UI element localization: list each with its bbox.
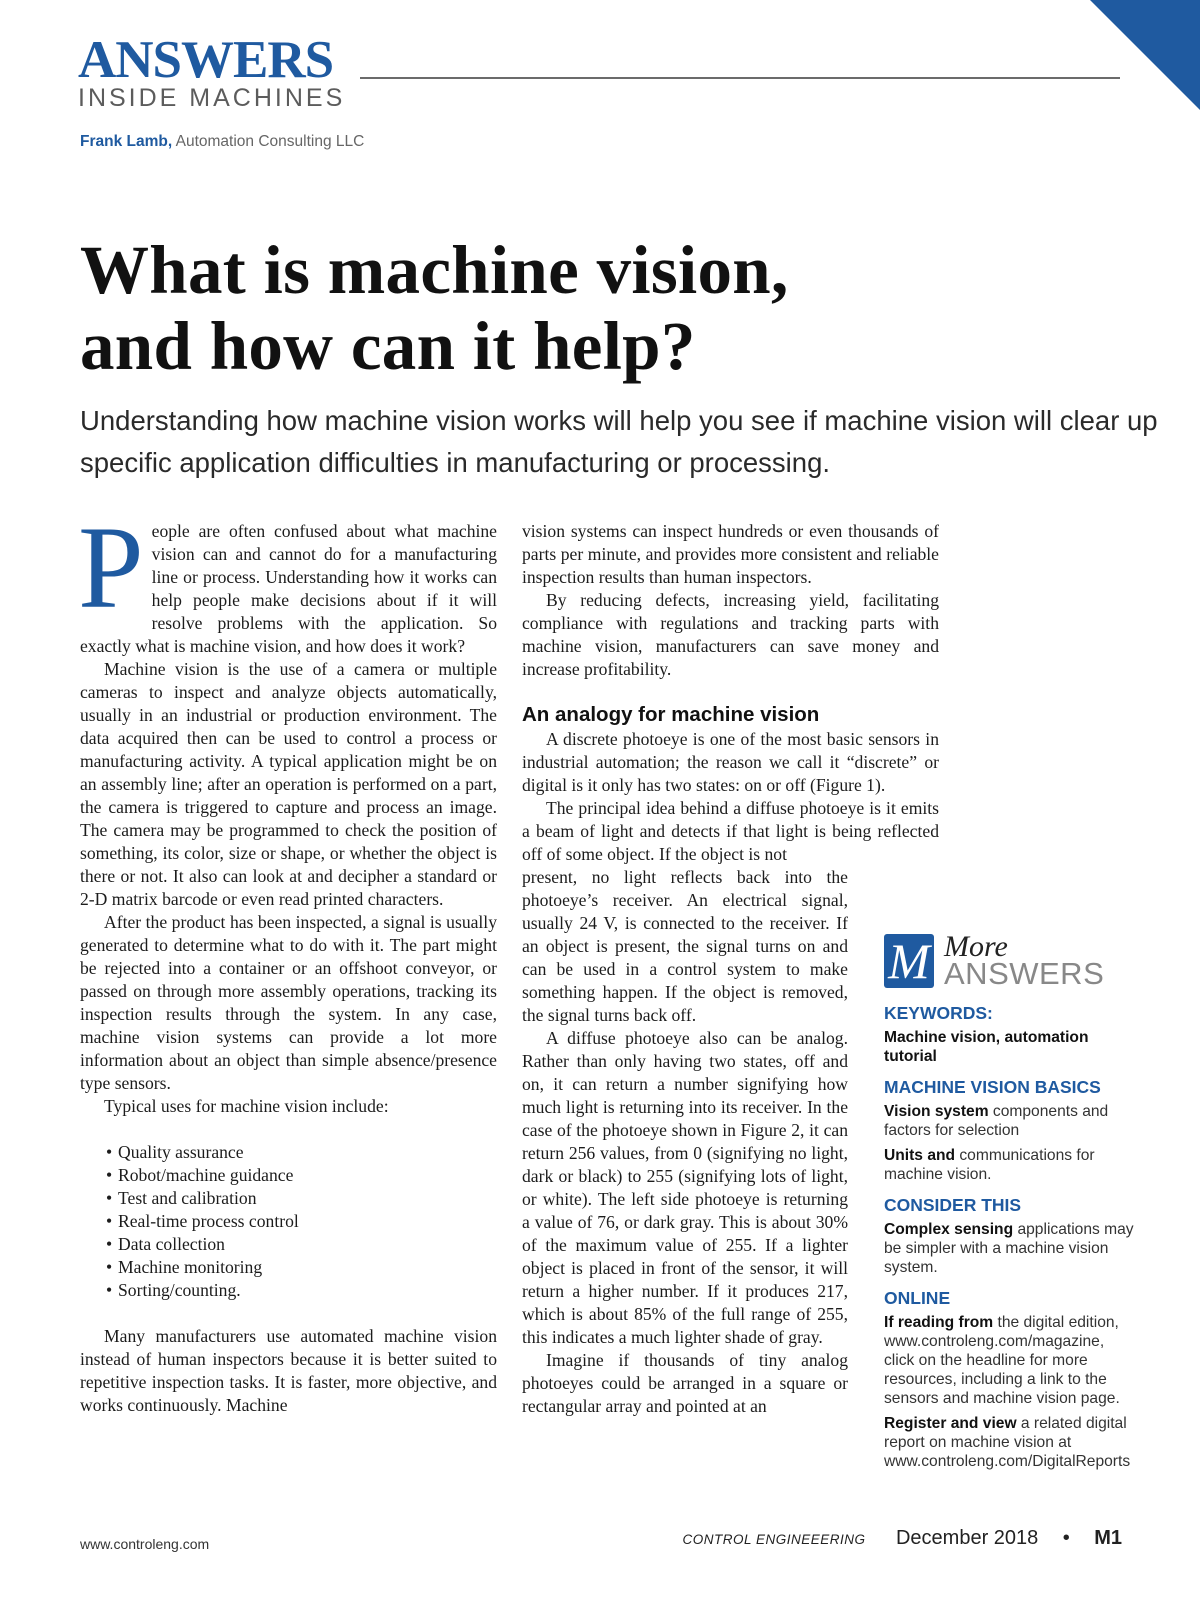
basics-item-text: components and factors for selection (884, 1103, 1109, 1139)
basics-item-text: communications for machine vision. (884, 1147, 1095, 1183)
footer-publication: CONTROL ENGINEEERING (682, 1532, 866, 1547)
basics-section (884, 1076, 1134, 1184)
corner-accent (1090, 0, 1200, 110)
footer-meta (682, 1527, 1122, 1550)
paragraph: vision systems can inspect hundreds or even thousands of parts per minute, and provides more consistent and reliable inspection results than human inspectors. (522, 521, 939, 587)
online-item-bold: If reading from (884, 1314, 994, 1331)
footer-url: www.controleng.com (80, 1536, 210, 1552)
online-item-bold: Register and view (884, 1415, 1017, 1432)
online-item-text: the digital edition, www.controleng.com/magazine, click on the headline for more resources, including a link to the sensors and machine vision page. (884, 1314, 1120, 1407)
consider-heading: CONSIDER THIS (884, 1195, 1022, 1215)
consider-text (884, 1220, 1134, 1277)
list-item: • Sorting/counting. (106, 1279, 497, 1302)
keywords-text (884, 1028, 1134, 1066)
title-line-1: What is machine vision, (80, 232, 789, 308)
list-item: • Robot/machine guidance (106, 1164, 497, 1187)
keywords-value: Machine vision, automation tutorial (884, 1029, 1089, 1065)
title-line-2: and how can it help? (80, 308, 696, 384)
column-right-narrow (522, 866, 848, 1418)
more-label: More (944, 930, 1008, 963)
paragraph: Machine vision is the use of a camera or multiple cameras to inspect and analyze objects automatically, usually in an industrial or production environment. The data acquired then can be used to control a process or manufacturing activity. A typical application might be on an assembly line; after an operation is performed on a part, the camera is triggered to capture and process an image. The camera may be programmed to check the position of something, its color, size or shape, or whether the object is there or not. It also can look at and decipher a standard or 2-D matrix barcode or even read printed characters. (80, 659, 497, 909)
author-name: Frank Lamb, (80, 133, 173, 150)
section-subhead: An analogy for machine vision (522, 703, 820, 726)
more-answers-sidebar (884, 932, 1134, 1477)
more-answers-header (884, 932, 1134, 992)
list-item: • Data collection (106, 1233, 497, 1256)
author-affiliation: Automation Consulting LLC (175, 133, 365, 150)
more-answers-logo: M (884, 934, 934, 988)
paragraph: Typical uses for machine vision include: (104, 1096, 389, 1116)
answers-label: ANSWERS (944, 956, 1105, 991)
list-item: • Real-time process control (106, 1210, 497, 1233)
keywords-section (884, 1002, 1134, 1066)
drop-cap: P (78, 502, 144, 633)
basics-item (884, 1102, 1134, 1140)
paragraph: Many manufacturers use automated machine vision instead of human inspectors because it is better suited to repetitive inspection tasks. It is faster, more objective, and works continuously. Machine (80, 1326, 497, 1415)
paragraph: A diffuse photoeye also can be analog. Rather than only having two states, off and on, it can return a number signifying how much light is returning into its receiver. In the case of the photoeye shown in Figure 2, it can return 256 values, from 0 (signifying no light, dark or black) to 255 (signifying lots of light, or white). The left side photoeye is returning a value of 76, or dark gray. This is about 30% of the maximum value of 255. If a lighter object is placed in front of the sensor, it will return a higher number. If it produces 217, which is about 85% of the full range of 255, this indicates a much lighter shade of gray. (522, 1028, 848, 1347)
paragraph: present, no light reflects back into the photoeye’s receiver. An electrical signal, usually 24 V, is connected to the receiver. If an object is present, the signal turns on and can be used in a control system to make something happen. If the object is removed, the signal turns back off. (522, 867, 848, 1025)
basics-heading: MACHINE VISION BASICS (884, 1077, 1101, 1097)
list-item: • Test and calibration (106, 1187, 497, 1210)
keywords-heading: KEYWORDS: (884, 1003, 993, 1023)
consider-bold: Complex sensing (884, 1221, 1014, 1238)
consider-section (884, 1194, 1134, 1277)
paragraph: A discrete photoeye is one of the most basic sensors in industrial automation; the reason we call it “discrete” or digital is it only has two states: on or off (Figure 1). (522, 729, 939, 795)
paragraph-intro (78, 502, 497, 658)
section-subbrand: INSIDE MACHINES (78, 84, 346, 112)
online-item-text: a related digital report on machine vision at www.controleng.com/DigitalReports (884, 1415, 1131, 1470)
article-title (80, 232, 789, 384)
basics-item-bold: Units and (884, 1147, 956, 1164)
article-deck: Understanding how machine vision works will help you see if machine vision will clear up specific application difficulties in manufacturing or processing. (80, 405, 1158, 478)
footer-date: December 2018 (895, 1527, 1039, 1549)
footer-separator: • (1062, 1527, 1070, 1549)
list-item: • Machine monitoring (106, 1256, 497, 1279)
column-left (78, 502, 497, 1417)
basics-item-bold: Vision system (884, 1103, 989, 1120)
online-item (884, 1313, 1134, 1408)
brand-divider (360, 77, 1120, 79)
paragraph: Imagine if thousands of tiny analog photoeyes could be arranged in a square or rectangular array and pointed at an (522, 1350, 848, 1416)
page-number: M1 (1094, 1527, 1122, 1549)
section-brand: ANSWERS (78, 31, 334, 89)
byline (80, 133, 364, 151)
online-item (884, 1414, 1134, 1471)
consider-rest: applications may be simpler with a machine vision system. (884, 1221, 1134, 1276)
paragraph: After the product has been inspected, a signal is usually generated to determine what to do with it. The part might be rejected into a container or an offshoot conveyor, or passed on through more assembly operations, tracking its inspection results through the system. In any case, machine vision systems can provide a lot more information about an object than simple absence/presence type sensors. (80, 912, 497, 1093)
online-section (884, 1287, 1134, 1471)
list-item: • Quality assurance (106, 1141, 497, 1164)
online-heading: ONLINE (884, 1288, 951, 1308)
paragraph: By reducing defects, increasing yield, facilitating compliance with regulations and tracking parts with machine vision, manufacturers can save money and increase profitability. (522, 590, 939, 679)
paragraph-intro-text: eople are often confused about what machine vision can and cannot do for a manufacturing line or process. Understanding how it works can help people make decisions about if it will resolve problems with the application. So exactly what is machine vision, and how does it work? (80, 521, 497, 656)
column-right (522, 520, 939, 1418)
uses-list (106, 1141, 497, 1302)
paragraph: The principal idea behind a diffuse photoeye is it emits a beam of light and detects if that light is being reflected off of some object. If the object is not (522, 798, 939, 864)
basics-item (884, 1146, 1134, 1184)
